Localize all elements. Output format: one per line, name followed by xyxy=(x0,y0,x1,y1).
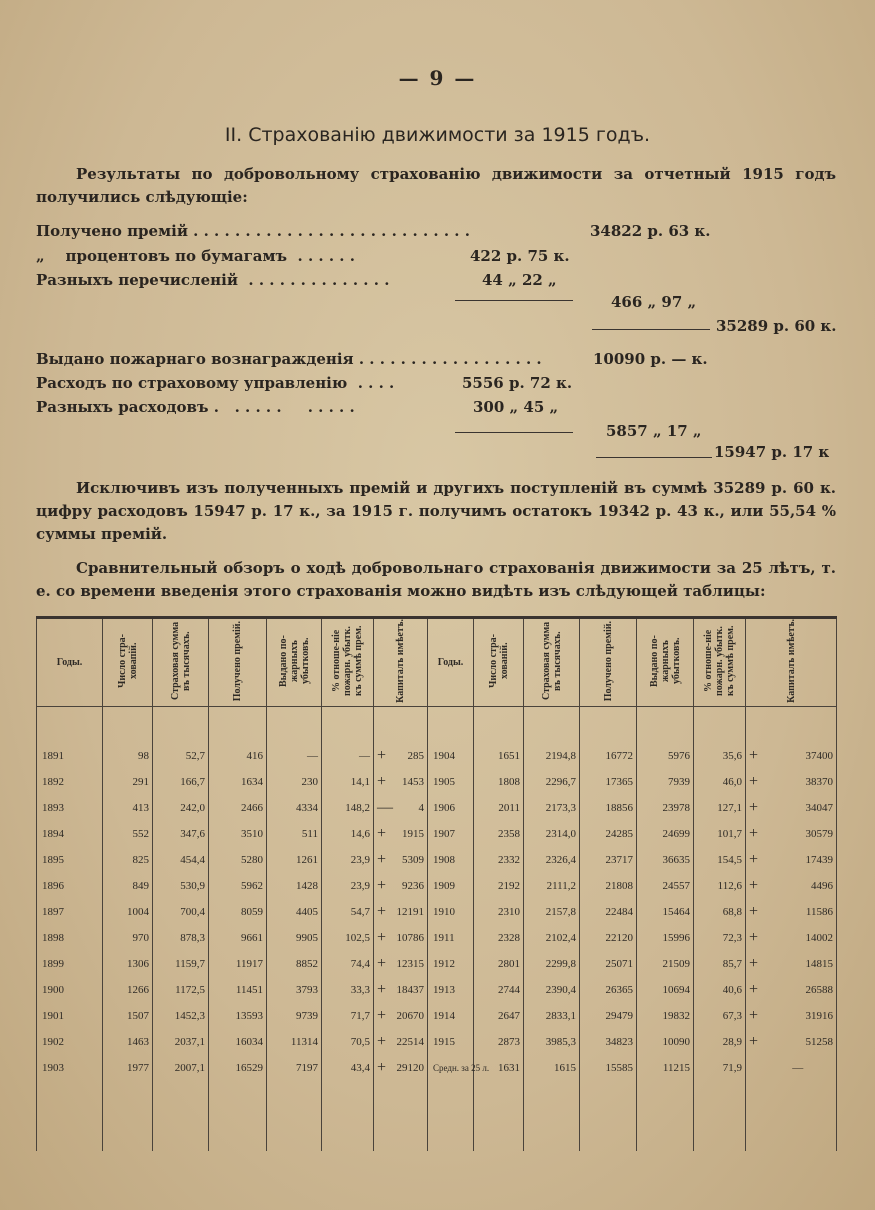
misc-income-label: Разныхъ перечисленій . . . . . . . . . . . . . . xyxy=(36,271,390,289)
table-row: 1900 1266 1172,5 11451 3793 33,3 + 18437 1913 2744 2390,4 26365 10694 40,6 + 26588 xyxy=(37,977,837,1003)
admin-value: 5556 р. 72 к. xyxy=(462,374,573,392)
header-capital: Капиталъ имѣетъ. xyxy=(374,618,428,707)
table-row: 1897 1004 700,4 8059 4405 54,7 + 12191 1910 2310 2157,8 22484 15464 68,8 + 11586 xyxy=(37,899,837,925)
fire-value: 10090 р. — к. xyxy=(593,350,708,368)
overview-paragraph: Сравнительный обзоръ о ходѣ добровольнаго страхованія движимости за 25 лѣтъ, т. е. со времени введенія этого страхованія можно видѣть изъ слѣдующей таблицы: xyxy=(36,559,836,600)
header-premiums: Получено премій. xyxy=(209,618,267,707)
admin-label: Расходъ по страховому управленію . . . . xyxy=(36,374,395,392)
income-total-rule xyxy=(592,329,710,330)
table-row: 1902 1463 2037,1 16034 11314 70,5 + 22514 1915 2873 3985,3 34823 10090 28,9 + 51258 xyxy=(37,1029,837,1055)
table-row: 1901 1507 1452,3 13593 9739 71,7 + 20670 1914 2647 2833,1 29479 19832 67,3 + 31916 xyxy=(37,1003,837,1029)
table-row: 1892 291 166,7 1634 230 14,1 + 1453 1905 1808 2296,7 17365 7939 46,0 + 38370 xyxy=(37,769,837,795)
table-spacer-row xyxy=(37,707,837,744)
header-years: Годы. xyxy=(37,618,103,707)
income-subtotal: 466 „ 97 „ xyxy=(611,293,697,311)
intro-paragraph: Результаты по добровольному страхованію движимости за отчетный 1915 годъ получились слѣдующіе: xyxy=(36,165,836,206)
statistics-table xyxy=(36,616,837,1151)
header-losses-2: Выдано по-жарныхъ убытковъ. xyxy=(637,618,694,707)
page-number: — 9 — xyxy=(398,66,477,90)
table-row: 1896 849 530,9 5962 1428 23,9 + 9236 1909 2192 2111,2 21808 24557 112,6 + 4496 xyxy=(37,873,837,899)
header-sum-2: Страховая сумма въ тысячахъ. xyxy=(524,618,580,707)
table-row: 1891 98 52,7 416 — — + 285 1904 1651 2194,8 16772 5976 35,6 + 37400 xyxy=(37,743,837,769)
table-row: 1893 413 242,0 2466 4334 148,2 — 4 1906 2011 2173,3 18856 23978 127,1 + 34047 xyxy=(37,795,837,821)
table-row: 1895 825 454,4 5280 1261 23,9 + 5309 1908 2332 2326,4 23717 36635 154,5 + 17439 xyxy=(37,847,837,873)
premiums-label: Получено премій . . . . . . . . . . . . . . . . . . . . . . . . . . . xyxy=(36,222,470,240)
header-count: Число стра-ховапій. xyxy=(103,618,153,707)
table-row: 1894 552 347,6 3510 511 14,6 + 1915 1907 2358 2314,0 24285 24699 101,7 + 30579 xyxy=(37,821,837,847)
table-row: 1898 970 878,3 9661 9905 102,5 + 10786 1911 2328 2102,4 22120 15996 72,3 + 14002 xyxy=(37,925,837,951)
misc-expense-label: Разныхъ расходовъ . . . . . . . . . . . xyxy=(36,398,355,416)
expense-rule xyxy=(455,432,573,433)
interest-value: 422 р. 75 к. xyxy=(470,247,570,265)
table-header-row xyxy=(37,618,837,707)
header-sum: Страховая сумма въ тысячахъ. xyxy=(153,618,209,707)
misc-income-value: 44 „ 22 „ xyxy=(482,271,557,289)
income-rule xyxy=(455,300,573,301)
misc-expense-value: 300 „ 45 „ xyxy=(473,398,559,416)
premiums-value: 34822 р. 63 к. xyxy=(590,222,711,240)
header-count-2: Число стра-хованій. xyxy=(474,618,524,707)
table-row: 1899 1306 1159,7 11917 8852 74,4 + 12315 1912 2801 2299,8 25071 21509 85,7 + 14815 xyxy=(37,951,837,977)
fire-label: Выдано пожарнаго вознагражденія . . . . . . . . . . . . . . . . . . xyxy=(36,350,542,368)
header-losses: Выдано по-жарныхъ убытковъ. xyxy=(267,618,322,707)
header-premiums-2: Получено премій. xyxy=(580,618,637,707)
expense-total-rule xyxy=(596,457,712,458)
conclusion-paragraph: Исключивъ изъ полученныхъ премій и другихъ поступленій въ суммѣ 35289 р. 60 к. цифру расходовъ 15947 р. 17 к., за 1915 г. получимъ остатокъ 19342 р. 43 к., или 55,54 % суммы премій. xyxy=(36,479,836,543)
header-ratio-2: % отноше-ніе пожарн. убытк. къ суммѣ прем. xyxy=(694,618,746,707)
expense-subtotal: 5857 „ 17 „ xyxy=(606,422,702,440)
header-years-2: Годы. xyxy=(428,618,474,707)
header-capital-2: Капиталъ имѣетъ. xyxy=(746,618,837,707)
expense-total: 15947 р. 17 к xyxy=(714,443,830,461)
section-title: II. Страхованію движимости за 1915 годъ. xyxy=(224,124,651,146)
header-ratio: % отноше-ніе пожарн. убытк. къ суммѣ прем. xyxy=(322,618,374,707)
table-row: 1903 1977 2007,1 16529 7197 43,4 + 29120 Средн. за 25 л. 1631 1615 15585 11215 71,9 — xyxy=(37,1055,837,1081)
income-total: 35289 р. 60 к. xyxy=(716,317,837,335)
interest-label: „ процентовъ по бумагамъ . . . . . . xyxy=(36,247,355,265)
table-tail-row xyxy=(37,1081,837,1151)
